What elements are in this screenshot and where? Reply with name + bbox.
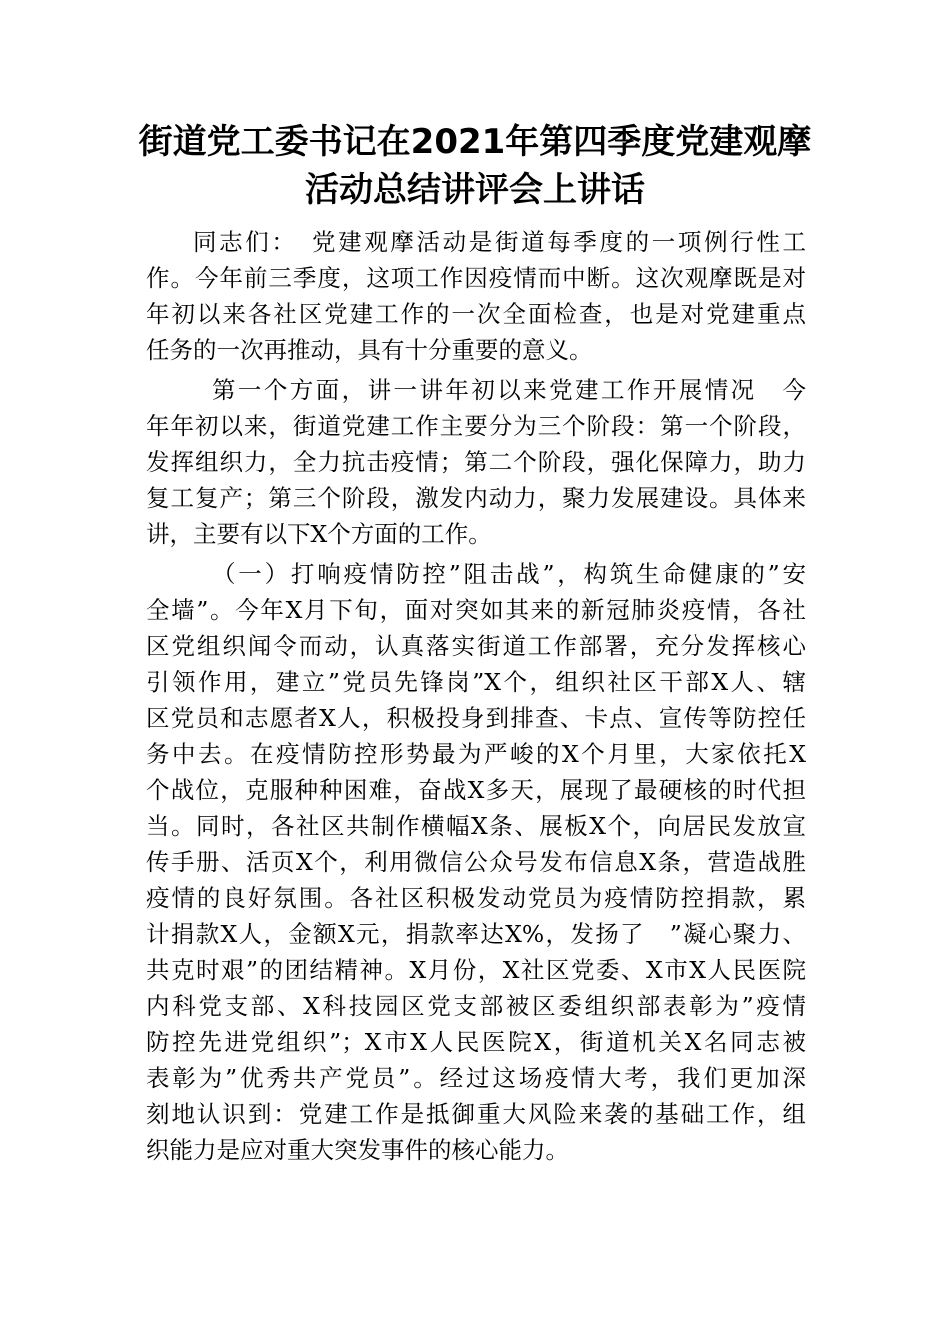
paragraph-line: 区党员和志愿者X人，积极投身到排查、卡点、宣传等防控任 bbox=[146, 704, 806, 732]
paragraph-line: 表彰为”优秀共产党员”。经过这场疫情大考，我们更加深 bbox=[146, 1064, 806, 1092]
paragraph-line: 年年初以来，街道党建工作主要分为三个阶段：第一个阶段， bbox=[146, 412, 806, 440]
paragraph-line: 织能力是应对重大突发事件的核心能力。 bbox=[146, 1136, 569, 1164]
paragraph-line: 第一个方面，讲一讲年初以来党建工作开展情况 今 bbox=[212, 376, 806, 404]
paragraph-line: 传手册、活页X个，利用微信公众号发布信息X条，营造战胜 bbox=[146, 848, 806, 876]
paragraph-line: 引领作用，建立”党员先锋岗”X个，组织社区干部X人、辖 bbox=[146, 668, 806, 696]
paragraph-line: 复工复产；第三个阶段，激发内动力，聚力发展建设。具体来 bbox=[146, 484, 806, 512]
paragraph-line: 计捐款X人，金额X元，捐款率达X%，发扬了 ”凝心聚力、 bbox=[146, 920, 806, 948]
paragraph-line: 全墙”。今年X月下旬，面对突如其来的新冠肺炎疫情，各社 bbox=[146, 596, 806, 624]
paragraph-line: 同志们： 党建观摩活动是街道每季度的一项例行性工 bbox=[193, 228, 806, 256]
paragraph-line: （一）打响疫情防控”阻击战”，构筑生命健康的”安 bbox=[212, 560, 806, 588]
paragraph-line: 发挥组织力，全力抗击疫情；第二个阶段，强化保障力，助力 bbox=[146, 448, 806, 476]
paragraph-line: 务中去。在疫情防控形势最为严峻的X个月里，大家依托X bbox=[146, 740, 806, 768]
paragraph-line: 当。同时，各社区共制作横幅X条、展板X个，向居民发放宣 bbox=[146, 812, 806, 840]
document-title-line-1: 街道党工委书记在2021年第四季度党建观摩 bbox=[138, 122, 812, 162]
paragraph-line: 疫情的良好氛围。各社区积极发动党员为疫情防控捐款，累 bbox=[146, 884, 806, 912]
paragraph-line: 刻地认识到：党建工作是抵御重大风险来袭的基础工作，组 bbox=[146, 1100, 806, 1128]
paragraph-line: 共克时艰”的团结精神。X月份，X社区党委、X市X人民医院 bbox=[146, 956, 806, 984]
paragraph-line: 作。今年前三季度，这项工作因疫情而中断。这次观摩既是对 bbox=[146, 264, 806, 292]
paragraph-line: 个战位，克服种种困难，奋战X多天，展现了最硬核的时代担 bbox=[146, 776, 806, 804]
paragraph-line: 内科党支部、X科技园区党支部被区委组织部表彰为”疫情 bbox=[146, 992, 806, 1020]
paragraph-line: 防控先进党组织”；X市X人民医院X，街道机关X名同志被 bbox=[146, 1028, 806, 1056]
paragraph-line: 任务的一次再推动，具有十分重要的意义。 bbox=[146, 336, 593, 364]
paragraph-line: 讲，主要有以下X个方面的工作。 bbox=[146, 520, 492, 548]
document-title-line-2: 活动总结讲评会上讲话 bbox=[305, 170, 645, 210]
paragraph-line: 年初以来各社区党建工作的一次全面检查，也是对党建重点 bbox=[146, 300, 806, 328]
paragraph-line: 区党组织闻令而动，认真落实街道工作部署，充分发挥核心 bbox=[146, 632, 806, 660]
